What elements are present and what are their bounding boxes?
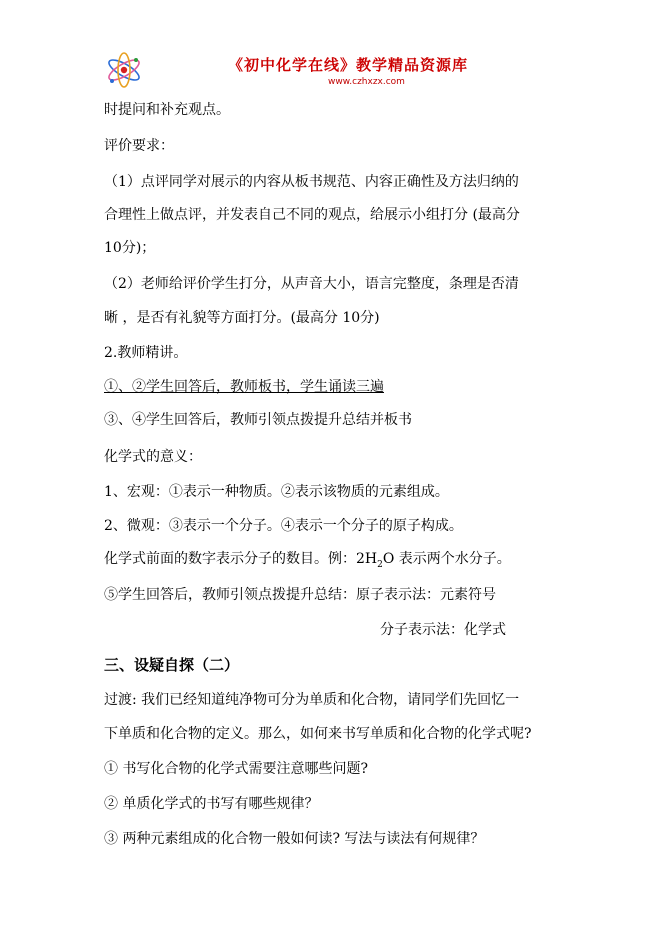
- section-heading: 三、设疑自探（二）: [104, 656, 240, 674]
- text-line: ③、④学生回答后，教师引领点拨提升总结并板书: [104, 412, 412, 428]
- text-line: 下单质和化合物的定义。那么，如何来书写单质和化合物的化学式呢?: [104, 726, 532, 742]
- list-item: ① 书写化合物的化学式需要注意哪些问题?: [104, 761, 368, 777]
- text-line: （2）老师给评价学生打分，从声音大小，语言完整度，条理是否清: [104, 276, 519, 292]
- text-line: 1、宏观：①表示一种物质。②表示该物质的元素组成。: [104, 484, 449, 500]
- list-item: ② 单质化学式的书写有哪些规律？: [104, 796, 319, 812]
- text-line: 晰 ，是否有礼貌等方面打分。(最高分 10分): [104, 310, 380, 326]
- formula-suffix: O 表示两个水分子。: [382, 551, 511, 567]
- page-header: [100, 46, 564, 96]
- formula-subscript: 2: [377, 559, 383, 570]
- text-line: ⑤学生回答后，教师引领点拨提升总结：原子表示法：元素符号: [104, 587, 496, 603]
- text-line: 10分)；: [104, 240, 156, 256]
- text-line: 2.教师精讲。: [104, 345, 188, 361]
- text-line: （1）点评同学对展示的内容从板书规范、内容正确性及方法归纳的: [104, 174, 519, 190]
- list-item: ③ 两种元素组成的化合物一般如何读? 写法与读法有何规律？: [104, 831, 485, 847]
- text-line: 评价要求：: [104, 138, 174, 154]
- text-line: 时提问和补充观点。: [104, 102, 230, 118]
- brand-title: 《初中化学在线》教学精品资源库: [228, 56, 469, 74]
- text-line: 2、微观：③表示一个分子。④表示一个分子的原子构成。: [104, 518, 463, 534]
- text-line: ①、②学生回答后，教师板书，学生诵读三遍: [104, 379, 384, 395]
- text-line: 分子表示法：化学式: [380, 622, 506, 638]
- text-line: 化学式的意义：: [104, 449, 202, 465]
- text-line: [104, 549, 511, 575]
- atom-orbit-icon: [104, 48, 144, 92]
- formula-prefix: 化学式前面的数字表示分子的数目。例：2H: [104, 551, 378, 567]
- text-line: 过渡: 我们已经知道纯净物可分为单质和化合物，请同学们先回忆一: [104, 692, 520, 708]
- brand-url: www.czhxzx.com: [328, 77, 405, 87]
- text-line: 合理性上做点评，并发表自己不同的观点，给展示小组打分 (最高分: [104, 207, 520, 223]
